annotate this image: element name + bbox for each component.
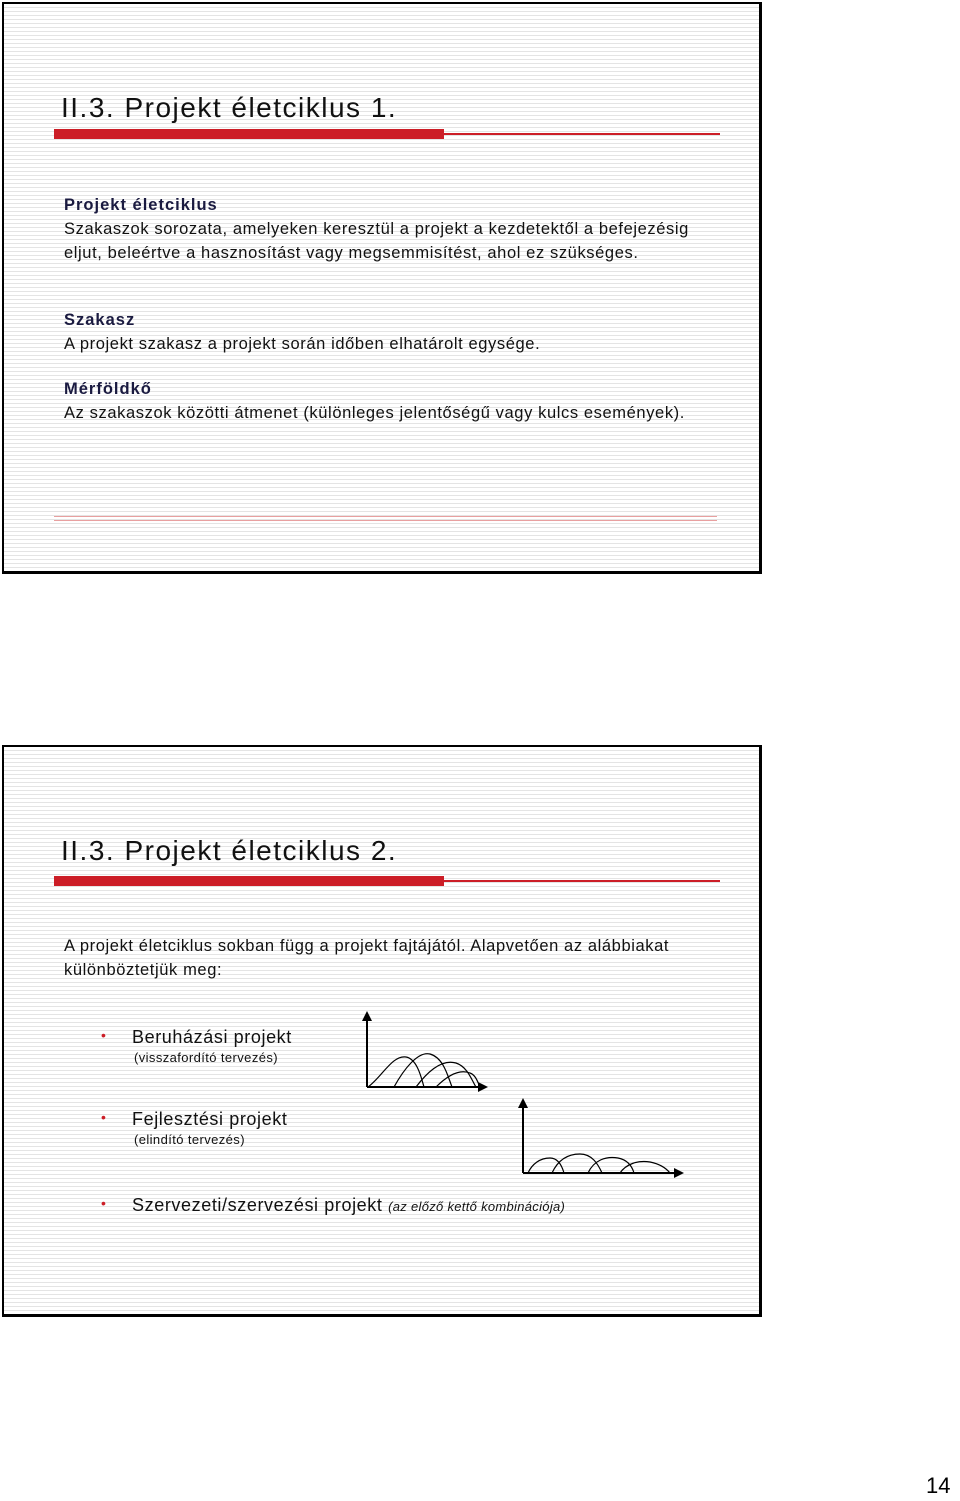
slide-1-title-rule [54,129,720,139]
intro-text: A projekt életciklus sokban függ a projekt fajtájától. Alapvetően az alábbiakat különböztetjük meg: [64,937,670,979]
y-axis-arrow-icon [362,1011,372,1021]
definition-heading: Mérföldkő [64,380,152,398]
phase-curve [588,1158,634,1173]
definition-milestone [64,377,719,425]
bullet-organizational-title: Szervezeti/szervezési projekt [132,1195,383,1215]
phase-curve [416,1062,476,1087]
bullet-icon: • [101,1195,106,1211]
investment-lifecycle-diagram [360,1011,490,1091]
y-axis-arrow-icon [518,1098,528,1108]
bullet-organizational [132,1195,565,1216]
slide-1-title: II.3. Projekt életciklus 1. [61,92,398,123]
definition-text: A projekt szakasz a projekt során időben elhatárolt egysége. [64,335,541,353]
development-lifecycle-diagram [516,1098,686,1178]
slide-1-bottom-rule [54,516,717,521]
bullet-icon: • [101,1109,106,1125]
definition-text: Az szakaszok közötti átmenet (különleges jelentőségű vagy kulcs események). [64,404,685,422]
slide-1 [2,2,762,574]
definition-project-lifecycle [64,193,719,265]
phase-curve [620,1161,670,1173]
page-number: 14 [926,1473,951,1498]
definition-heading: Projekt életciklus [64,196,218,214]
phase-curve [528,1158,564,1173]
bullet-organizational-note: (az előző kettő kombinációja) [388,1199,566,1214]
slide-2 [2,745,762,1317]
slide-2-title-rule [54,876,720,886]
x-axis-arrow-icon [674,1168,684,1178]
bullet-investment-subtitle: (visszafordító tervezés) [134,1050,278,1065]
slide-2-title: II.3. Projekt életciklus 2. [61,835,398,866]
bullet-icon: • [101,1027,106,1043]
definition-text: Szakaszok sorozata, amelyeken keresztül a projekt a kezdetektől a befejezésig eljut, beleértve a hasznosítást vagy megsemmisítést, ahol ez szükséges. [64,220,689,262]
bullet-development-title: Fejlesztési projekt [132,1109,288,1129]
bullet-investment-title: Beruházási projekt [132,1027,292,1047]
definition-heading: Szakasz [64,311,136,329]
phase-curve [436,1072,480,1087]
definition-phase [64,308,719,356]
bullet-development-subtitle: (elindító tervezés) [134,1132,245,1147]
